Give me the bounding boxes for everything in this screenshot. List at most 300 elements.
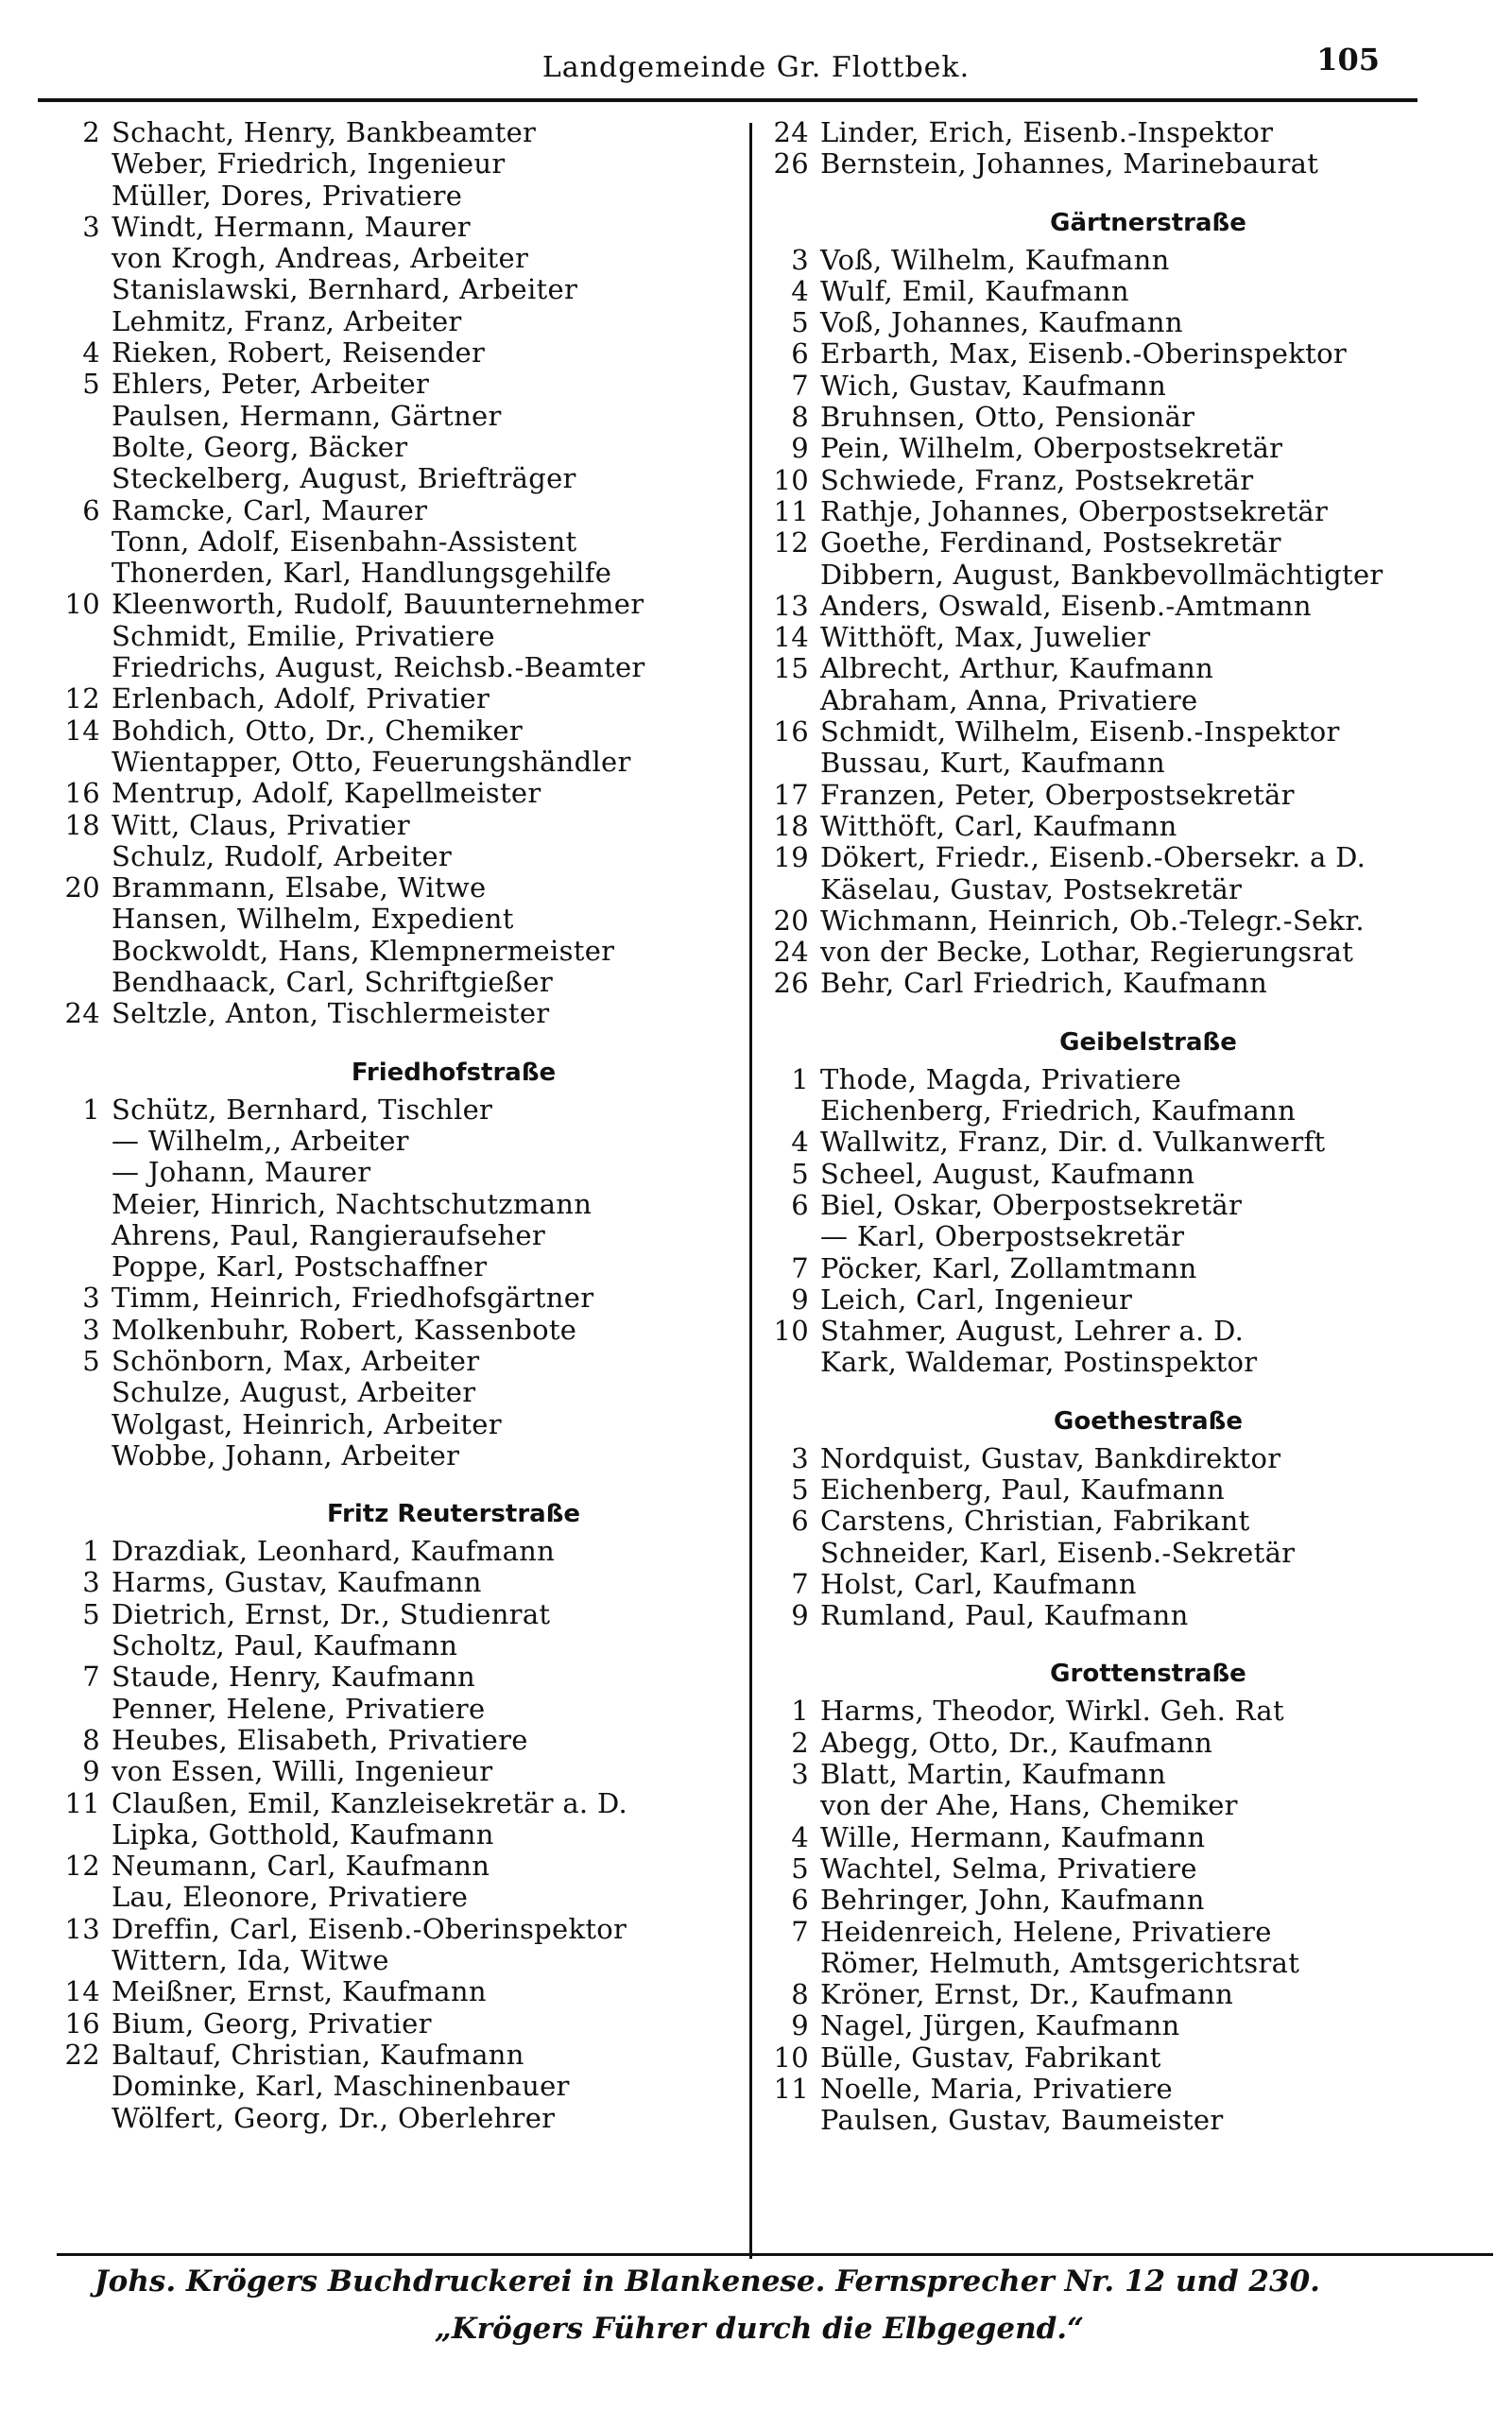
street-heading: Gärtnerstraße: [1050, 208, 1246, 237]
resident-name: Wichmann, Heinrich, Ob.-Telegr.-Sekr.: [820, 904, 1365, 937]
resident-name: Bülle, Gustav, Fabrikant: [820, 2041, 1161, 2074]
resident-entry: [47, 1788, 747, 1819]
resident-name: Schönborn, Max, Arbeiter: [112, 1344, 480, 1377]
house-number: 1: [791, 1062, 809, 1095]
resident-entry: [756, 1506, 1484, 1537]
house-number: 20: [773, 904, 809, 937]
resident-entry: [47, 1630, 747, 1662]
resident-entry: [756, 968, 1484, 999]
house-number: 9: [82, 1755, 100, 1788]
house-number: [756, 874, 820, 905]
resident-name: Weber, Friedrich, Ingenieur: [112, 147, 506, 181]
house-number: [47, 1251, 112, 1283]
resident-entry: [756, 1979, 1484, 2010]
house-number: 6: [791, 337, 809, 370]
house-number: 12: [773, 526, 809, 560]
resident-name: Friedrichs, August, Reichsb.-Beamter: [112, 651, 645, 684]
street-heading: Geibelstraße: [1059, 1027, 1237, 1057]
resident-entry: [47, 274, 747, 305]
house-number: 6: [791, 1505, 809, 1538]
street-section: [756, 117, 1484, 181]
house-number: [756, 1538, 820, 1569]
house-number: [756, 560, 820, 591]
resident-entry: [47, 401, 747, 432]
house-number: 7: [791, 369, 809, 402]
resident-name: Witt, Claus, Privatier: [112, 808, 410, 841]
resident-name: — Johann, Maurer: [112, 1156, 371, 1189]
resident-entry: [756, 1885, 1484, 1916]
house-number: 7: [82, 1661, 100, 1694]
resident-entry: [756, 1095, 1484, 1127]
resident-name: von der Ahe, Hans, Chemiker: [820, 1789, 1238, 1822]
house-number: 18: [773, 809, 809, 842]
resident-name: Schacht, Henry, Bankbeamter: [112, 116, 537, 148]
house-number: [756, 1221, 820, 1252]
house-number: [47, 1189, 112, 1220]
house-number: 18: [64, 808, 100, 841]
resident-name: Lehmitz, Franz, Arbeiter: [112, 304, 462, 337]
resident-name: Bussau, Kurt, Kaufmann: [820, 747, 1165, 780]
house-number: 1: [791, 1695, 809, 1728]
house-number: [47, 1377, 112, 1408]
resident-entry: [47, 1851, 747, 1882]
resident-name: Meier, Hinrich, Nachtschutzmann: [112, 1187, 593, 1220]
house-number: [47, 1157, 112, 1188]
resident-entry: [47, 1914, 747, 1945]
guide-title: „Krögers Führer durch die Elbgegend.“: [435, 2312, 1084, 2346]
house-number: [47, 1882, 112, 1913]
house-number: [47, 1409, 112, 1440]
resident-name: Wobbe, Johann, Arbeiter: [112, 1438, 460, 1472]
resident-name: Behringer, John, Kaufmann: [820, 1884, 1205, 1917]
resident-entry: [47, 495, 747, 526]
house-number: 3: [82, 1313, 100, 1346]
house-number: [47, 432, 112, 463]
resident-name: Bendhaack, Carl, Schriftgießer: [112, 966, 553, 999]
street-heading: Grottenstraße: [1050, 1660, 1246, 1689]
house-number: 10: [773, 1315, 809, 1348]
resident-entry: [47, 1440, 747, 1472]
resident-name: Bockwoldt, Hans, Klempnermeister: [112, 934, 615, 967]
resident-entry: [47, 212, 747, 243]
house-number: 13: [64, 1912, 100, 1945]
street-section: [756, 1405, 1484, 1632]
resident-entry: [756, 1948, 1484, 1979]
resident-name: Wientapper, Otto, Feuerungshändler: [112, 745, 631, 778]
resident-entry: [756, 465, 1484, 496]
resident-entry: [756, 370, 1484, 402]
street-section: [47, 117, 747, 1030]
resident-name: Wallwitz, Franz, Dir. d. Vulkanwerft: [820, 1126, 1326, 1159]
resident-entry: [47, 2008, 747, 2040]
resident-entry: [756, 117, 1484, 148]
resident-name: Müller, Dores, Privatiere: [112, 179, 463, 212]
resident-name: Rieken, Robert, Reisender: [112, 336, 486, 370]
resident-name: Abraham, Anna, Privatiere: [820, 683, 1198, 716]
resident-entry: [756, 2042, 1484, 2074]
resident-name: Voß, Johannes, Kaufmann: [820, 306, 1183, 339]
house-number: [47, 463, 112, 494]
resident-entry: [756, 1347, 1484, 1378]
resident-entry: [756, 811, 1484, 842]
house-number: 10: [64, 588, 100, 621]
resident-entry: [756, 937, 1484, 968]
house-number: 5: [82, 1597, 100, 1630]
house-number: 4: [791, 1820, 809, 1853]
resident-entry: [47, 1725, 747, 1756]
resident-name: Rumland, Paul, Kaufmann: [820, 1599, 1189, 1632]
house-number: [47, 621, 112, 652]
resident-name: Mentrup, Adolf, Kapellmeister: [112, 777, 541, 810]
resident-name: Wölfert, Georg, Dr., Oberlehrer: [112, 2101, 556, 2134]
resident-name: Wachtel, Selma, Privatiere: [820, 1851, 1197, 1885]
resident-name: Claußen, Emil, Kanzleisekretär a. D.: [112, 1786, 627, 1819]
resident-entry: [756, 1569, 1484, 1600]
house-number: 8: [791, 1978, 809, 2011]
resident-name: Brammann, Elsabe, Witwe: [112, 871, 487, 904]
resident-name: Lipka, Gotthold, Kaufmann: [112, 1817, 494, 1851]
resident-name: Kark, Waldemar, Postinspektor: [820, 1346, 1258, 1379]
street-heading: Friedhofstraße: [351, 1058, 557, 1087]
house-number: 3: [791, 1758, 809, 1791]
right-column: [756, 117, 1484, 2137]
resident-entry: [47, 117, 747, 148]
resident-entry: [756, 716, 1484, 748]
resident-name: Abegg, Otto, Dr., Kaufmann: [820, 1726, 1213, 1759]
resident-entry: [47, 2103, 747, 2134]
resident-entry: [47, 1189, 747, 1220]
resident-entry: [756, 527, 1484, 559]
house-number: [47, 1945, 112, 1976]
house-number: [756, 1095, 820, 1127]
resident-name: Witthöft, Carl, Kaufmann: [820, 809, 1177, 842]
resident-name: Eichenberg, Friedrich, Kaufmann: [820, 1094, 1297, 1128]
resident-name: Timm, Heinrich, Friedhofsgärtner: [112, 1282, 594, 1315]
resident-entry: [756, 1822, 1484, 1853]
resident-entry: [47, 2071, 747, 2102]
resident-entry: [756, 307, 1484, 338]
resident-name: Thode, Magda, Privatiere: [820, 1062, 1182, 1095]
page-number: 105: [1316, 42, 1380, 77]
resident-name: Tonn, Adolf, Eisenbahn-Assistent: [112, 525, 577, 558]
resident-entry: [756, 1728, 1484, 1759]
resident-name: Bruhnsen, Otto, Pensionär: [820, 401, 1195, 434]
resident-entry: [47, 778, 747, 809]
house-number: 9: [791, 1283, 809, 1316]
house-number: 1: [82, 1093, 100, 1126]
house-number: [756, 1790, 820, 1821]
house-number: [47, 148, 112, 180]
resident-name: Noelle, Maria, Privatiere: [820, 2073, 1173, 2106]
resident-entry: [47, 1945, 747, 1976]
resident-name: Holst, Carl, Kaufmann: [820, 1567, 1137, 1600]
house-number: 24: [64, 997, 100, 1030]
resident-entry: [47, 1283, 747, 1314]
resident-entry: [756, 560, 1484, 591]
resident-entry: [47, 337, 747, 369]
resident-name: — Karl, Oberpostsekretär: [820, 1220, 1185, 1253]
resident-entry: [756, 1284, 1484, 1316]
house-number: [756, 2105, 820, 2136]
house-number: 16: [64, 777, 100, 810]
resident-name: Neumann, Carl, Kaufmann: [112, 1850, 490, 1883]
house-number: [756, 685, 820, 716]
resident-entry: [756, 1221, 1484, 1252]
house-number: 11: [773, 494, 809, 527]
house-number: 4: [791, 274, 809, 307]
running-title: Landgemeinde Gr. Flottbek.: [541, 51, 971, 84]
resident-name: Käselau, Gustav, Postsekretär: [820, 872, 1243, 905]
resident-entry: [756, 402, 1484, 433]
resident-name: von Essen, Willi, Ingenieur: [112, 1755, 493, 1788]
house-number: [47, 401, 112, 432]
house-number: 3: [791, 243, 809, 276]
house-number: 9: [791, 432, 809, 465]
house-number: [47, 243, 112, 274]
resident-entry: [756, 685, 1484, 716]
resident-entry: [47, 1126, 747, 1157]
resident-name: Lau, Eleonore, Privatiere: [112, 1881, 469, 1914]
resident-name: Paulsen, Gustav, Baumeister: [820, 2104, 1224, 2137]
house-number: 7: [791, 1915, 809, 1948]
resident-name: Dökert, Friedr., Eisenb.-Obersekr. a D.: [820, 841, 1366, 874]
resident-entry: [47, 715, 747, 747]
resident-name: Windt, Hermann, Maurer: [112, 210, 471, 243]
resident-entry: [756, 780, 1484, 811]
house-number: 6: [791, 1884, 809, 1917]
resident-entry: [756, 622, 1484, 653]
resident-entry: [756, 1917, 1484, 1948]
house-number: 3: [82, 1566, 100, 1599]
resident-entry: [47, 841, 747, 872]
house-number: 5: [82, 368, 100, 401]
house-number: 7: [791, 1251, 809, 1284]
resident-name: Eichenberg, Paul, Kaufmann: [820, 1472, 1225, 1506]
house-number: [47, 526, 112, 558]
resident-entry: [47, 1756, 747, 1787]
resident-name: Bernstein, Johannes, Marinebaurat: [820, 147, 1319, 181]
resident-entry: [47, 1251, 747, 1283]
house-number: [47, 1694, 112, 1725]
resident-name: Ehlers, Peter, Arbeiter: [112, 368, 430, 401]
resident-entry: [47, 463, 747, 494]
resident-entry: [756, 1600, 1484, 1631]
resident-entry: [756, 1696, 1484, 1727]
house-number: 22: [64, 2038, 100, 2071]
resident-name: Paulsen, Hermann, Gärtner: [112, 399, 502, 432]
resident-name: Linder, Erich, Eisenb.-Inspektor: [820, 116, 1274, 148]
resident-name: Bohdich, Otto, Dr., Chemiker: [112, 714, 524, 747]
house-number: 10: [773, 463, 809, 496]
house-number: 11: [773, 2073, 809, 2106]
house-number: [47, 1630, 112, 1662]
resident-name: Poppe, Karl, Postschaffner: [112, 1250, 488, 1283]
resident-name: Stahmer, August, Lehrer a. D.: [820, 1315, 1245, 1348]
resident-entry: [47, 1409, 747, 1440]
resident-entry: [47, 1599, 747, 1630]
resident-entry: [47, 810, 747, 841]
house-number: [47, 1126, 112, 1157]
resident-entry: [47, 1346, 747, 1377]
resident-entry: [47, 652, 747, 683]
house-number: 14: [64, 1975, 100, 2008]
resident-entry: [47, 936, 747, 967]
resident-name: Leich, Carl, Ingenieur: [820, 1283, 1133, 1316]
resident-entry: [756, 1790, 1484, 1821]
house-number: 19: [773, 841, 809, 874]
resident-name: Biel, Oskar, Oberpostsekretär: [820, 1188, 1243, 1221]
resident-name: Kröner, Ernst, Dr., Kaufmann: [820, 1978, 1234, 2011]
footer-rule: [57, 2253, 1493, 2256]
resident-entry: [756, 1853, 1484, 1885]
resident-name: Harms, Gustav, Kaufmann: [112, 1566, 482, 1599]
house-number: 5: [791, 306, 809, 339]
house-number: [47, 1819, 112, 1851]
resident-entry: [47, 243, 747, 274]
house-number: [47, 841, 112, 872]
resident-name: Penner, Helene, Privatiere: [112, 1692, 486, 1725]
resident-entry: [756, 1127, 1484, 1158]
resident-name: Rathje, Johannes, Oberpostsekretär: [820, 494, 1329, 527]
house-number: 5: [791, 1157, 809, 1190]
resident-name: Dietrich, Ernst, Dr., Studienrat: [112, 1597, 551, 1630]
resident-name: Wulf, Emil, Kaufmann: [820, 274, 1129, 307]
resident-name: Nordquist, Gustav, Bankdirektor: [820, 1441, 1281, 1474]
house-number: [47, 1440, 112, 1472]
house-number: 4: [82, 336, 100, 370]
resident-entry: [756, 591, 1484, 622]
resident-name: Schmidt, Wilhelm, Eisenb.-Inspektor: [820, 715, 1340, 749]
resident-entry: [47, 1976, 747, 2007]
house-number: 9: [791, 1599, 809, 1632]
house-number: 26: [773, 967, 809, 1000]
house-number: 20: [64, 871, 100, 904]
house-number: 5: [791, 1851, 809, 1885]
street-heading: Goethestraße: [1053, 1406, 1243, 1436]
house-number: [47, 306, 112, 337]
house-number: 7: [791, 1567, 809, 1600]
resident-name: von Krogh, Andreas, Arbeiter: [112, 242, 529, 275]
resident-entry: [47, 1094, 747, 1126]
resident-entry: [47, 998, 747, 1029]
resident-name: Bolte, Georg, Bäcker: [112, 430, 408, 463]
resident-name: Drazdiak, Leonhard, Kaufmann: [112, 1535, 556, 1568]
resident-entry: [47, 904, 747, 935]
resident-name: Erbarth, Max, Eisenb.-Oberinspektor: [820, 337, 1348, 370]
house-number: [47, 274, 112, 305]
resident-name: Wich, Gustav, Kaufmann: [820, 369, 1167, 402]
house-number: 8: [82, 1723, 100, 1756]
resident-name: Ramcke, Carl, Maurer: [112, 493, 428, 526]
resident-entry: [756, 1159, 1484, 1190]
resident-entry: [47, 747, 747, 778]
house-number: [47, 904, 112, 935]
house-number: 12: [64, 1850, 100, 1883]
resident-name: Schulz, Rudolf, Arbeiter: [112, 839, 453, 872]
house-number: [47, 558, 112, 589]
resident-name: Römer, Helmuth, Amtsgerichtsrat: [820, 1946, 1300, 1979]
resident-entry: [47, 1315, 747, 1346]
resident-entry: [47, 558, 747, 589]
house-number: 8: [791, 401, 809, 434]
street-section: [756, 207, 1484, 1000]
house-number: [756, 1948, 820, 1979]
resident-entry: [47, 1694, 747, 1725]
street-section: [756, 1026, 1484, 1379]
resident-name: Steckelberg, August, Briefträger: [112, 462, 576, 495]
resident-entry: [756, 1190, 1484, 1221]
resident-entry: [756, 748, 1484, 779]
resident-entry: [756, 245, 1484, 276]
resident-name: Franzen, Peter, Oberpostsekretär: [820, 778, 1295, 811]
resident-name: Albrecht, Arthur, Kaufmann: [820, 652, 1214, 685]
house-number: 1: [82, 1535, 100, 1568]
resident-name: Schmidt, Emilie, Privatiere: [112, 619, 495, 652]
resident-name: Kleenworth, Rudolf, Bauunternehmer: [112, 588, 644, 621]
house-number: 11: [64, 1786, 100, 1819]
resident-entry: [47, 621, 747, 652]
resident-entry: [47, 1567, 747, 1598]
resident-name: Heidenreich, Helene, Privatiere: [820, 1915, 1272, 1948]
house-number: 2: [82, 116, 100, 148]
house-number: 3: [791, 1441, 809, 1474]
house-number: 12: [64, 682, 100, 715]
resident-entry: [756, 1253, 1484, 1284]
house-number: [47, 1220, 112, 1251]
house-number: [47, 652, 112, 683]
house-number: 5: [82, 1344, 100, 1377]
resident-entry: [47, 526, 747, 558]
resident-name: Hansen, Wilhelm, Expedient: [112, 903, 514, 936]
house-number: 14: [773, 621, 809, 654]
resident-name: Carstens, Christian, Fabrikant: [820, 1505, 1250, 1538]
resident-entry: [756, 1538, 1484, 1569]
resident-name: Goethe, Ferdinand, Postsekretär: [820, 526, 1281, 560]
house-number: [47, 2071, 112, 2102]
house-number: 6: [791, 1188, 809, 1221]
resident-name: — Wilhelm,, Arbeiter: [112, 1124, 409, 1157]
resident-entry: [756, 653, 1484, 684]
resident-name: Behr, Carl Friedrich, Kaufmann: [820, 967, 1268, 1000]
resident-name: Schulze, August, Arbeiter: [112, 1376, 476, 1409]
resident-entry: [756, 338, 1484, 370]
header-rule: [38, 98, 1418, 102]
house-number: 13: [773, 589, 809, 622]
resident-entry: [47, 181, 747, 212]
resident-name: Scheel, August, Kaufmann: [820, 1157, 1195, 1190]
house-number: 3: [82, 1282, 100, 1315]
resident-name: Seltzle, Anton, Tischlermeister: [112, 997, 550, 1030]
resident-entry: [756, 874, 1484, 905]
house-number: 10: [773, 2041, 809, 2074]
house-number: 3: [82, 210, 100, 243]
resident-entry: [47, 306, 747, 337]
resident-name: Wolgast, Heinrich, Arbeiter: [112, 1407, 502, 1440]
resident-name: Dibbern, August, Bankbevollmächtigter: [820, 558, 1383, 591]
resident-name: Wittern, Ida, Witwe: [112, 1944, 389, 1977]
house-number: 17: [773, 778, 809, 811]
resident-name: Dominke, Karl, Maschinenbauer: [112, 2070, 570, 2103]
house-number: 26: [773, 147, 809, 181]
resident-entry: [47, 967, 747, 998]
resident-name: Dreffin, Carl, Eisenb.-Oberinspektor: [112, 1912, 627, 1945]
house-number: 6: [82, 493, 100, 526]
resident-name: Voß, Wilhelm, Kaufmann: [820, 243, 1170, 276]
house-number: [47, 747, 112, 778]
resident-name: Erlenbach, Adolf, Privatier: [112, 682, 490, 715]
house-number: [47, 181, 112, 212]
resident-entry: [47, 1662, 747, 1693]
